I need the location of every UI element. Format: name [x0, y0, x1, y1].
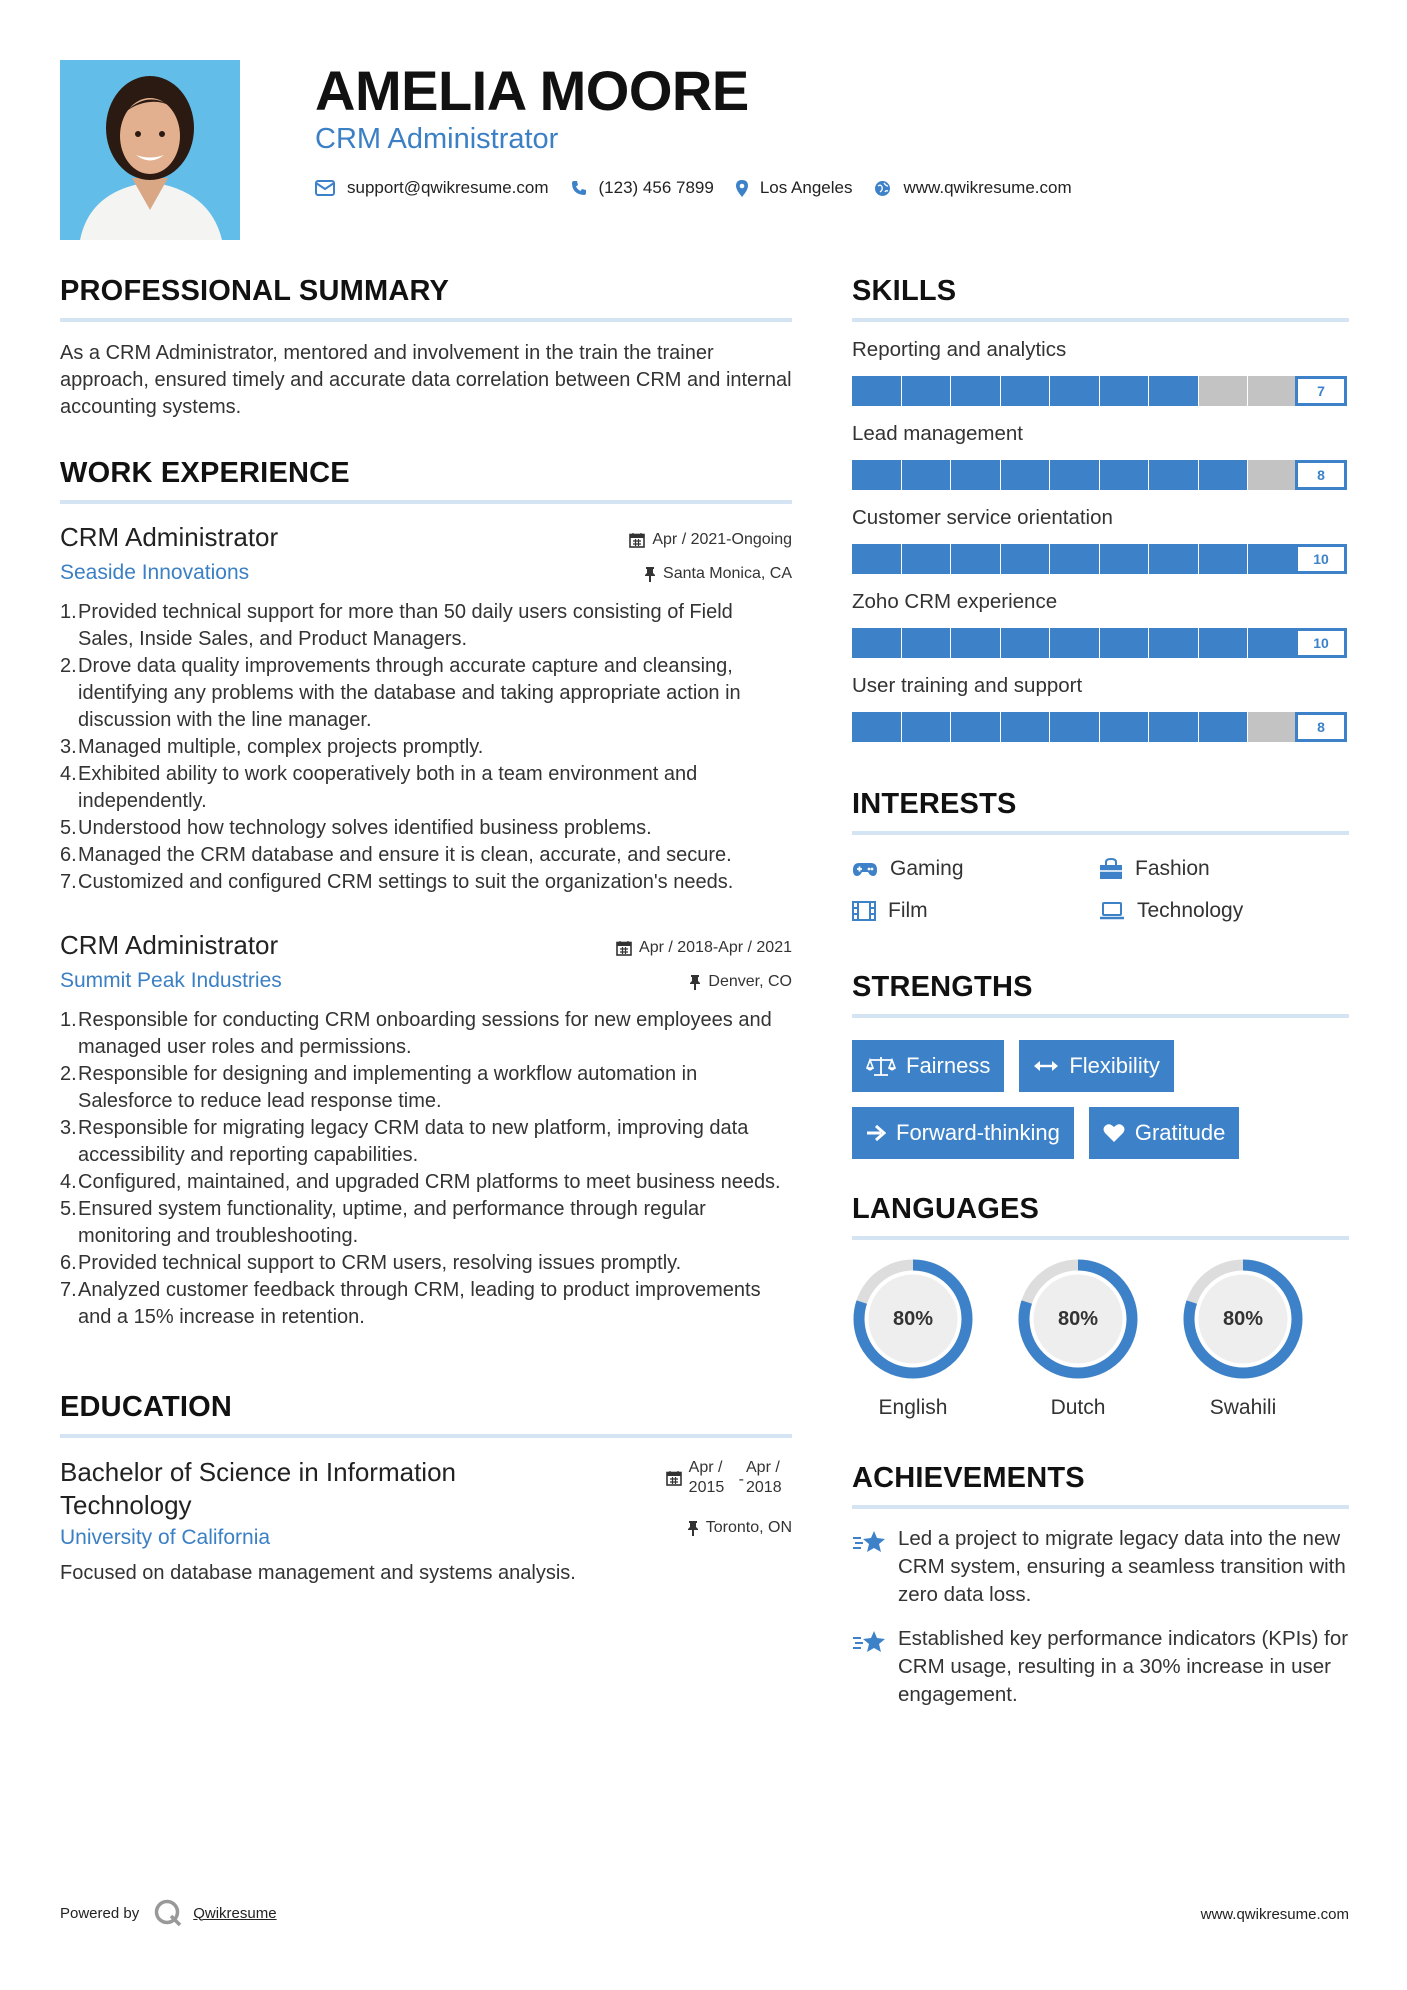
shooting-star-icon [852, 1529, 886, 1555]
bullet-text: Customized and configured CRM settings to suit the organization's needs. [78, 871, 734, 893]
bullet-number: 5. [60, 817, 77, 839]
skill-segment-filled [852, 460, 901, 490]
phone-icon [571, 180, 587, 196]
interest-item [1099, 899, 1349, 923]
skill-bar [852, 544, 1347, 574]
interests-list [852, 857, 1349, 923]
powered-by-text: Powered by [60, 1904, 140, 1922]
candidate-name: AMELIA MOORE [315, 59, 749, 122]
job-dates: Apr / 2021-Ongoing [652, 531, 792, 548]
language-name: Dutch [1050, 1396, 1106, 1419]
job-entry [60, 930, 792, 1331]
bullet-item [60, 653, 792, 734]
footer-website[interactable]: www.qwikresume.com [1200, 1906, 1349, 1923]
location-text: Los Angeles [759, 178, 853, 197]
language-item [1182, 1258, 1347, 1420]
skill-name: Reporting and analytics [852, 338, 1067, 361]
job-company: Seaside Innovations [60, 561, 250, 584]
skill-name: User training and support [852, 674, 1083, 697]
skill-name: Zoho CRM experience [852, 590, 1058, 613]
achievements-section [852, 1462, 1349, 1709]
footer-powered-by [60, 1898, 277, 1928]
skills-title: SKILLS [852, 275, 1349, 322]
globe-icon [874, 180, 891, 197]
skill-segment-filled [1100, 544, 1149, 574]
languages-title: LANGUAGES [852, 1193, 1349, 1240]
bullet-number: 4. [60, 1171, 77, 1193]
bullet-item [60, 734, 792, 761]
summary-section [60, 275, 792, 421]
language-ring [1182, 1258, 1304, 1380]
education-date-separator: - [738, 1471, 744, 1488]
skill-value: 8 [1295, 712, 1347, 742]
language-name: Swahili [1209, 1396, 1277, 1419]
skill-segment-filled [902, 460, 951, 490]
bullet-item [60, 599, 792, 653]
education-date-end: Apr / 2018 [746, 1459, 782, 1496]
bullet-text: Configured, maintained, and upgraded CRM platforms to meet business needs. [78, 1171, 781, 1193]
bullet-number: 2. [60, 1063, 77, 1085]
strength-label: Forward-thinking [896, 1120, 1060, 1145]
bullet-text: Managed multiple, complex projects promptly. [78, 736, 484, 758]
pushpin-icon [689, 974, 701, 990]
language-percent: 80% [1057, 1307, 1099, 1330]
contact-website[interactable] [874, 178, 1071, 198]
qwikresume-logo-icon [153, 1898, 183, 1928]
job-title: CRM Administrator [60, 930, 279, 960]
skill-segment-filled [1199, 712, 1248, 742]
pushpin-icon [687, 1520, 699, 1536]
education-section [60, 1391, 792, 1587]
skill-bar [852, 628, 1347, 658]
skill-segment-filled [902, 544, 951, 574]
interest-item [852, 857, 1099, 881]
job-dates: Apr / 2018-Apr / 2021 [639, 939, 792, 956]
interest-label: Fashion [1135, 857, 1210, 880]
bullet-item [60, 869, 792, 896]
contact-phone[interactable] [571, 178, 714, 198]
strengths-section [852, 971, 1349, 1159]
education-title: EDUCATION [60, 1391, 792, 1438]
arrow-right-icon [866, 1124, 886, 1142]
strength-tag [852, 1040, 1004, 1092]
envelope-icon [315, 180, 335, 196]
interests-title: INTERESTS [852, 788, 1349, 835]
job-meta [629, 530, 792, 584]
skill-segment-filled [1199, 544, 1248, 574]
interest-item [852, 899, 1099, 923]
shopping-bag-icon [1099, 858, 1123, 880]
experience-title: WORK EXPERIENCE [60, 457, 792, 504]
skill-segment-filled [1149, 544, 1198, 574]
strength-label: Flexibility [1069, 1053, 1160, 1078]
email-text: support@qwikresume.com [347, 178, 549, 197]
skill-segment-filled [951, 376, 1000, 406]
languages-section [852, 1193, 1349, 1420]
skill-segment-filled [1199, 628, 1248, 658]
bullet-text: Provided technical support to CRM users, resolving issues promptly. [78, 1252, 682, 1274]
education-date-start: Apr / 2015 [688, 1459, 725, 1496]
job-company: Summit Peak Industries [60, 969, 282, 992]
interests-section [852, 788, 1349, 923]
strengths-title: STRENGTHS [852, 971, 1349, 1018]
bullet-text: Ensured system functionality, uptime, and performance through regular monitoring and troubleshooting. [78, 1198, 706, 1247]
language-percent: 80% [1222, 1307, 1264, 1330]
contact-location [736, 178, 853, 198]
skill-segment-filled [1149, 460, 1198, 490]
bullet-text: Understood how technology solves identified business problems. [78, 817, 652, 839]
bullet-number: 1. [60, 1009, 77, 1031]
brand-link[interactable]: Qwikresume [193, 1904, 277, 1922]
balance-scale-icon [866, 1055, 896, 1077]
gamepad-icon [852, 860, 878, 878]
summary-title: PROFESSIONAL SUMMARY [60, 275, 792, 322]
skill-segment-filled [1149, 628, 1198, 658]
bullet-item [60, 761, 792, 815]
job-entry [60, 522, 792, 896]
languages-list [852, 1258, 1349, 1420]
skill-segment-filled [1001, 628, 1050, 658]
skill-value: 10 [1295, 628, 1347, 658]
skill-segment-filled [1050, 376, 1099, 406]
school-name: University of California [60, 1526, 271, 1549]
education-entry [60, 1456, 792, 1587]
skill-item [852, 506, 1349, 574]
language-name: English [878, 1396, 948, 1419]
bullet-text: Drove data quality improvements through accurate capture and cleansing, identifying any problems with the database and taking appropriate action in discussion with the line manager. [78, 655, 741, 731]
bullet-number: 2. [60, 655, 77, 677]
arrows-horizontal-icon [1033, 1059, 1059, 1073]
interest-label: Film [888, 899, 928, 922]
skill-segment-filled [951, 712, 1000, 742]
skill-segment-filled [1001, 460, 1050, 490]
bullet-text: Provided technical support for more than 50 daily users consisting of Field Sales, Inside Sales, and Product Managers. [78, 601, 733, 650]
bullet-number: 7. [60, 1279, 77, 1301]
skill-segment-filled [1248, 628, 1297, 658]
profile-photo [60, 60, 240, 240]
skill-bar [852, 376, 1347, 406]
bullet-number: 5. [60, 1198, 77, 1220]
skill-name: Customer service orientation [852, 506, 1113, 529]
skill-segment-filled [1149, 712, 1198, 742]
language-ring [1017, 1258, 1139, 1380]
bullet-number: 7. [60, 871, 77, 893]
bullet-text: Managed the CRM database and ensure it is clean, accurate, and secure. [78, 844, 732, 866]
achievement-text: Led a project to migrate legacy data into the new CRM system, ensuring a seamless transition with zero data loss. [898, 1527, 1346, 1606]
education-description: Focused on database management and systems analysis. [60, 1562, 576, 1584]
achievements-title: ACHIEVEMENTS [852, 1462, 1349, 1509]
job-title: CRM Administrator [60, 522, 279, 552]
bullet-text: Responsible for designing and implementing a workflow automation in Salesforce to reduce lead response time. [78, 1063, 698, 1112]
skill-segment-filled [951, 628, 1000, 658]
skill-value: 8 [1295, 460, 1347, 490]
skill-segment-filled [1050, 460, 1099, 490]
skill-segment-filled [852, 628, 901, 658]
language-item [852, 1258, 1017, 1420]
bullet-text: Analyzed customer feedback through CRM, leading to product improvements and a 15% increase in retention. [78, 1279, 761, 1328]
skill-value: 10 [1295, 544, 1347, 574]
language-ring [852, 1258, 974, 1380]
bullet-text: Exhibited ability to work cooperatively both in a team environment and independently. [78, 763, 698, 812]
achievement-item [852, 1525, 1349, 1609]
laptop-icon [1099, 902, 1125, 920]
skill-segment-empty [1199, 376, 1248, 406]
skill-segment-filled [1001, 544, 1050, 574]
bullet-item [60, 1007, 792, 1061]
bullet-item [60, 842, 792, 869]
skill-item [852, 422, 1349, 490]
skill-segment-filled [1149, 376, 1198, 406]
job-location: Santa Monica, CA [663, 565, 792, 582]
job-bullets [60, 599, 792, 896]
skill-segment-filled [902, 712, 951, 742]
skill-segment-filled [1100, 628, 1149, 658]
skills-list [852, 338, 1349, 742]
skill-segment-empty [1248, 712, 1297, 742]
bullet-item [60, 1115, 792, 1169]
job-meta [616, 938, 792, 992]
calendar-icon [629, 532, 645, 548]
skill-segment-filled [1050, 544, 1099, 574]
strength-label: Gratitude [1134, 1120, 1226, 1145]
bullet-item [60, 1169, 792, 1196]
skill-segment-filled [852, 544, 901, 574]
right-column [852, 275, 1349, 1709]
strengths-list [852, 1040, 1352, 1159]
education-location: Toronto, ON [705, 1519, 792, 1536]
heart-icon [1103, 1123, 1125, 1143]
strength-label: Fairness [906, 1053, 991, 1078]
skill-bar [852, 460, 1347, 490]
interest-item [1099, 857, 1349, 881]
candidate-role: CRM Administrator [315, 123, 559, 155]
skill-segment-filled [951, 460, 1000, 490]
skill-value: 7 [1295, 376, 1347, 406]
skill-segment-empty [1248, 460, 1297, 490]
map-marker-icon [736, 180, 748, 197]
shooting-star-icon [852, 1629, 886, 1655]
language-item [1017, 1258, 1182, 1420]
skill-segment-filled [1199, 460, 1248, 490]
achievements-list [852, 1525, 1349, 1709]
skill-segment-filled [951, 544, 1000, 574]
skill-segment-filled [852, 376, 901, 406]
bullet-text: Responsible for migrating legacy CRM data to new platform, improving data accessibility and reporting capabilities. [78, 1117, 749, 1166]
skill-segment-filled [1001, 712, 1050, 742]
bullet-text: Responsible for conducting CRM onboarding sessions for new employees and managed user roles and permissions. [78, 1009, 772, 1058]
summary-text: As a CRM Administrator, mentored and involvement in the train the trainer approach, ensured timely and accurate data correlation between CRM and internal accounting systems. [60, 342, 792, 418]
bullet-number: 3. [60, 1117, 77, 1139]
strength-tag [1089, 1107, 1240, 1159]
skill-name: Lead management [852, 422, 1023, 445]
interest-label: Gaming [890, 857, 964, 880]
bullet-item [60, 815, 792, 842]
skill-segment-filled [1100, 712, 1149, 742]
education-meta [666, 1458, 792, 1538]
skill-segment-filled [1248, 544, 1297, 574]
skill-item [852, 674, 1349, 742]
skill-segment-filled [1050, 628, 1099, 658]
job-bullets [60, 1007, 792, 1331]
skill-segment-filled [902, 628, 951, 658]
achievement-item [852, 1625, 1349, 1709]
interest-label: Technology [1137, 899, 1244, 922]
bullet-number: 6. [60, 844, 77, 866]
skill-segment-filled [1050, 712, 1099, 742]
bullet-number: 4. [60, 763, 77, 785]
bullet-number: 1. [60, 601, 77, 623]
pushpin-icon [644, 566, 656, 582]
degree-title: Bachelor of Science in Information Technology [60, 1457, 456, 1520]
contact-email[interactable] [315, 178, 549, 198]
skill-segment-filled [1100, 376, 1149, 406]
job-location: Denver, CO [708, 973, 792, 990]
bullet-item [60, 1061, 792, 1115]
bullet-item [60, 1250, 792, 1277]
strength-tag [1019, 1040, 1173, 1092]
left-column [60, 275, 792, 1587]
skill-item [852, 590, 1349, 658]
phone-text: (123) 456 7899 [598, 178, 714, 197]
skill-bar [852, 712, 1347, 742]
skill-segment-filled [852, 712, 901, 742]
skill-segment-empty [1248, 376, 1297, 406]
website-text: www.qwikresume.com [903, 178, 1072, 197]
contact-bar [315, 178, 1094, 198]
calendar-icon [666, 1470, 682, 1486]
skill-segment-filled [902, 376, 951, 406]
bullet-item [60, 1196, 792, 1250]
experience-section [60, 457, 792, 1331]
bullet-number: 6. [60, 1252, 77, 1274]
skill-item [852, 338, 1349, 406]
skill-segment-filled [1100, 460, 1149, 490]
film-icon [852, 901, 876, 921]
bullet-number: 3. [60, 736, 77, 758]
language-percent: 80% [892, 1307, 934, 1330]
skills-section [852, 275, 1349, 742]
calendar-icon [616, 940, 632, 956]
strength-tag [852, 1107, 1074, 1159]
bullet-item [60, 1277, 792, 1331]
skill-segment-filled [1001, 376, 1050, 406]
achievement-text: Established key performance indicators (KPIs) for CRM usage, resulting in a 30% increase in user engagement. [898, 1627, 1349, 1706]
